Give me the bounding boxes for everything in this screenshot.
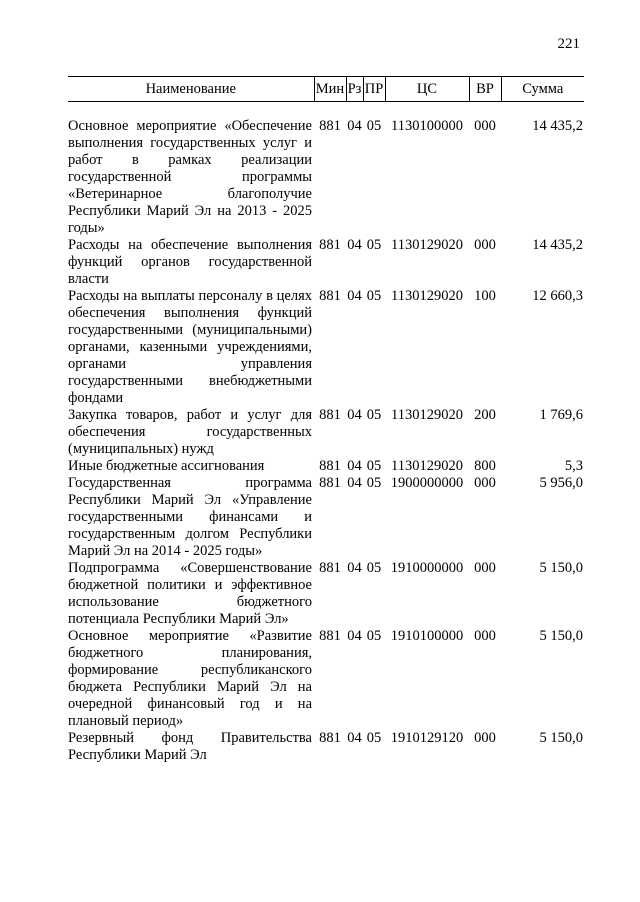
header-min: Мин: [314, 77, 346, 102]
cell-name: Расходы на обеспечение выполнения функций органов государственной власти: [68, 237, 312, 287]
cell-min: 881: [319, 237, 341, 253]
header-vr: ВР: [469, 77, 501, 102]
cell-rz: 04: [347, 407, 362, 423]
table-row: [68, 118, 584, 237]
cell-name: Основное мероприятие «Развитие бюджетного планирования, формирование республиканского бюджета Республики Марий Эл на очередной финансовый год и на плановый период»: [68, 628, 312, 729]
cell-name: Резервный фонд Правительства Республики Марий Эл: [68, 730, 312, 763]
table-row: [68, 237, 584, 288]
cell-cs: 1130129020: [391, 288, 463, 304]
budget-table: [68, 76, 584, 764]
cell-min: 881: [319, 288, 341, 304]
table-row: [68, 730, 584, 764]
cell-name: Закупка товаров, работ и услуг для обеспечения государственных (муниципальных) нужд: [68, 407, 312, 457]
cell-rz: 04: [347, 475, 362, 491]
cell-sum: 5 150,0: [539, 730, 583, 746]
cell-min: 881: [319, 730, 341, 746]
cell-sum: 5 956,0: [539, 475, 583, 491]
cell-cs: 1130129020: [391, 407, 463, 423]
header-name: Наименование: [68, 77, 314, 102]
cell-cs: 1130129020: [391, 458, 463, 474]
cell-sum: 14 435,2: [532, 237, 583, 253]
table-row: [68, 458, 584, 475]
cell-vr: 000: [474, 628, 496, 644]
cell-vr: 000: [474, 237, 496, 253]
cell-min: 881: [319, 458, 341, 474]
cell-pr: 05: [366, 407, 382, 423]
cell-sum: 12 660,3: [532, 288, 583, 304]
table-row: [68, 288, 584, 407]
cell-vr: 000: [474, 730, 496, 746]
cell-name: Основное мероприятие «Обеспечение выполнения государственных услуг и работ в рамках реализации государственной программы «Ветеринарное благополучие Республики Марий Эл на 2013 - 2025 годы»: [68, 118, 312, 236]
cell-rz: 04: [347, 237, 362, 253]
table-row: [68, 628, 584, 730]
cell-pr: 05: [366, 730, 382, 746]
cell-pr: 05: [366, 237, 382, 253]
cell-name: Расходы на выплаты персоналу в целях обеспечения выполнения функций государственными (муниципальными) органами, казенными учреждениями, органами управления государственными внебюджетными фондами: [68, 288, 312, 406]
cell-min: 881: [319, 407, 341, 423]
cell-vr: 000: [474, 560, 496, 576]
cell-rz: 04: [347, 118, 362, 134]
table-header-row: [68, 77, 584, 102]
cell-min: 881: [319, 475, 341, 491]
cell-sum: 5 150,0: [539, 560, 583, 576]
cell-pr: 05: [366, 458, 382, 474]
cell-sum: 1 769,6: [539, 407, 583, 423]
cell-sum: 5,3: [564, 458, 583, 474]
header-sum: Сумма: [501, 77, 584, 102]
cell-pr: 05: [366, 118, 382, 134]
cell-name: Государственная программа Республики Марий Эл «Управление государственными финансами и государственным долгом Республики Марий Эл на 2014 - 2025 годы»: [68, 475, 312, 559]
cell-vr: 000: [474, 118, 496, 134]
cell-name: Иные бюджетные ассигнования: [68, 458, 265, 474]
cell-rz: 04: [347, 288, 362, 304]
cell-min: 881: [319, 118, 341, 134]
cell-vr: 000: [474, 475, 496, 491]
header-pr: ПР: [363, 77, 385, 102]
cell-vr: 100: [474, 288, 496, 304]
cell-sum: 14 435,2: [532, 118, 583, 134]
table-row: [68, 407, 584, 458]
cell-vr: 200: [474, 407, 496, 423]
cell-cs: 1910000000: [390, 560, 464, 576]
header-rz: Рз: [346, 77, 363, 102]
cell-pr: 05: [366, 628, 382, 644]
cell-cs: 1910129120: [390, 730, 464, 746]
cell-sum: 5 150,0: [539, 628, 583, 644]
cell-cs: 1910100000: [390, 628, 464, 644]
cell-vr: 800: [474, 458, 496, 474]
cell-pr: 05: [366, 475, 382, 491]
table-row: [68, 475, 584, 560]
page-number: 221: [557, 36, 580, 52]
cell-min: 881: [319, 560, 341, 576]
header-cs: ЦС: [385, 77, 469, 102]
cell-pr: 05: [366, 560, 382, 576]
cell-rz: 04: [347, 560, 362, 576]
cell-min: 881: [319, 628, 341, 644]
table-row: [68, 560, 584, 628]
cell-pr: 05: [366, 288, 382, 304]
cell-rz: 04: [347, 730, 362, 746]
cell-cs: 1900000000: [390, 475, 464, 491]
cell-rz: 04: [347, 458, 362, 474]
cell-name: Подпрограмма «Совершенствование бюджетной политики и эффективное использование бюджетного потенциала Республики Марий Эл»: [68, 560, 312, 627]
cell-rz: 04: [347, 628, 362, 644]
cell-cs: 1130129020: [391, 237, 463, 253]
cell-cs: 1130100000: [391, 118, 463, 134]
